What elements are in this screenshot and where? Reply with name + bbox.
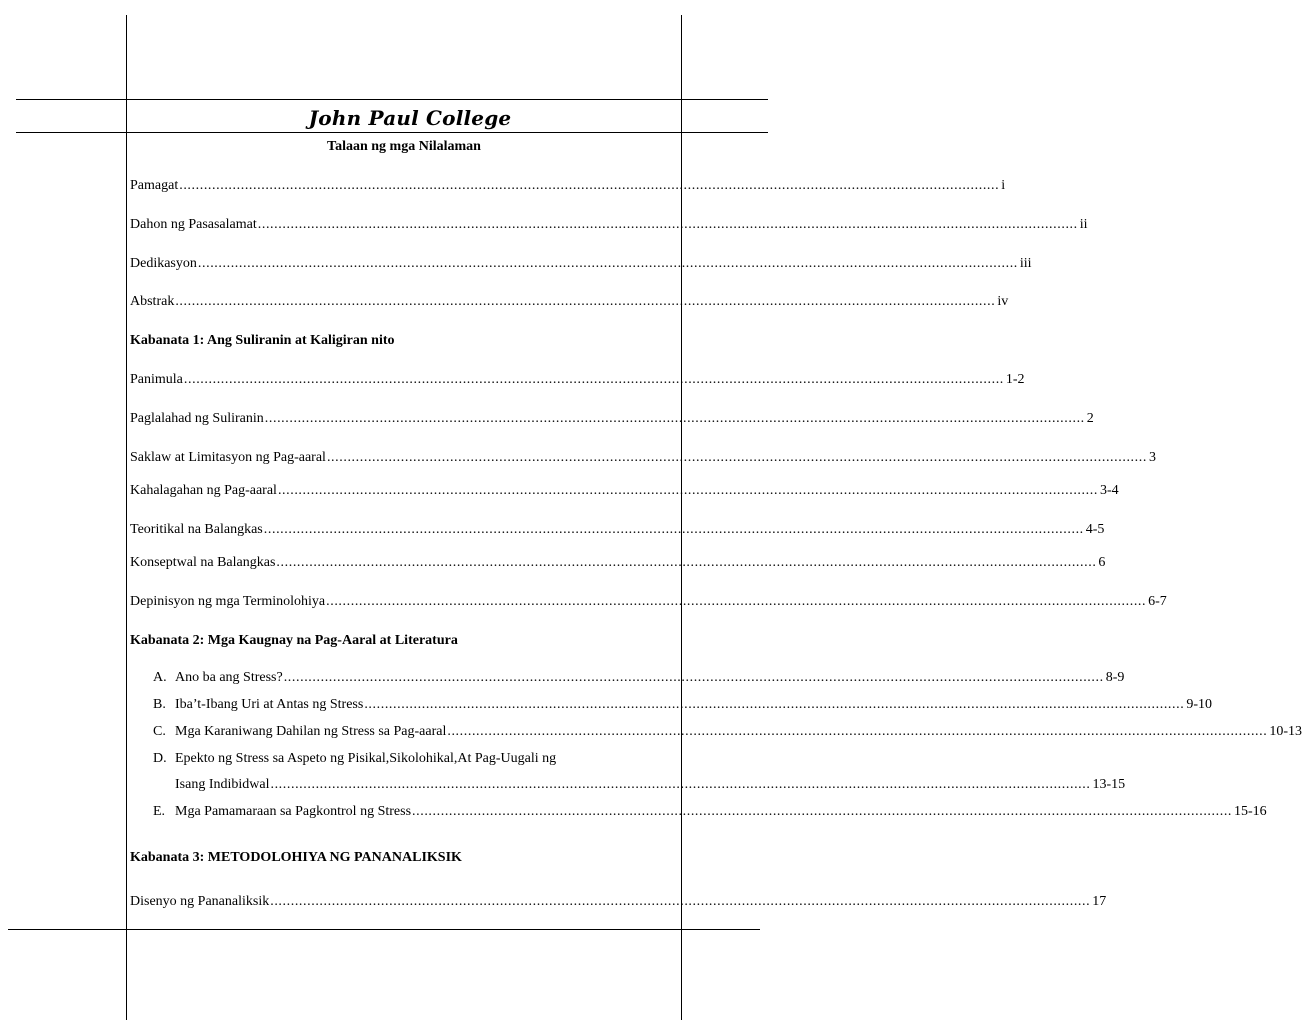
toc-entry-stress-d[interactable] bbox=[153, 750, 556, 768]
dot-leader: ........................................................................................................................................................................................................ bbox=[263, 522, 1084, 537]
entry-text: Mga Karaniwang Dahilan ng Stress sa Pag-aaral bbox=[175, 724, 447, 739]
toc-entry-depinisyon[interactable] bbox=[130, 593, 1167, 611]
entry-page: 2 bbox=[1086, 411, 1094, 426]
right-margin-line bbox=[681, 15, 682, 1020]
dot-leader: ........................................................................................................................................................................................................ bbox=[264, 411, 1085, 426]
dot-leader: ........................................................................................................................................................................................................ bbox=[277, 483, 1098, 498]
chapter-2-heading[interactable]: Kabanata 2: Mga Kaugnay na Pag-Aaral at Literatura bbox=[130, 633, 458, 648]
entry-page: 15-16 bbox=[1234, 804, 1267, 819]
left-margin-line bbox=[126, 15, 127, 1020]
entry-text: Mga Pamamaraan sa Pagkontrol ng Stress bbox=[175, 804, 412, 819]
toc-entry-stress-e[interactable] bbox=[153, 803, 1267, 821]
entry-page: 3 bbox=[1148, 450, 1156, 465]
dot-leader: ........................................................................................................................................................................................................ bbox=[412, 804, 1233, 819]
entry-label: Isang Indibidwal bbox=[175, 777, 270, 792]
toc-entry-saklaw[interactable] bbox=[130, 449, 1156, 467]
list-letter: B. bbox=[153, 697, 166, 712]
entry-label: Teoritikal na Balangkas bbox=[130, 522, 263, 537]
entry-label: Konseptwal na Balangkas bbox=[130, 555, 276, 570]
dot-leader: ........................................................................................................................................................................................................ bbox=[326, 594, 1147, 609]
entry-text: Epekto ng Stress sa Aspeto ng Pisikal,Sikolohikal,At Pag-Uugali ng bbox=[175, 751, 557, 766]
toc-entry-stress-b[interactable] bbox=[153, 696, 1212, 714]
dot-leader: ........................................................................................................................................................................................................ bbox=[183, 372, 1004, 387]
header-divider-line bbox=[16, 132, 768, 133]
chapter-3-heading[interactable]: Kabanata 3: METODOLOHIYA NG PANANALIKSIK bbox=[130, 850, 462, 865]
entry-page: 13-15 bbox=[1092, 777, 1126, 792]
toc-entry-stress-c[interactable] bbox=[153, 723, 1302, 741]
entry-page: 6-7 bbox=[1148, 594, 1167, 609]
entry-page: 8-9 bbox=[1105, 670, 1125, 685]
toc-entry-stress-a[interactable] bbox=[153, 669, 1125, 687]
toc-entry-panimula[interactable] bbox=[130, 371, 1025, 389]
entry-page: 17 bbox=[1092, 894, 1107, 909]
entry-label bbox=[153, 669, 283, 687]
dot-leader: ........................................................................................................................................................................................................ bbox=[326, 450, 1147, 465]
dot-leader: ........................................................................................................................................................................................................ bbox=[276, 555, 1097, 570]
dot-leader: ........................................................................................................................................................................................................ bbox=[270, 894, 1091, 909]
entry-label: Dahon ng Pasasalamat bbox=[130, 217, 257, 232]
dot-leader: ........................................................................................................................................................................................................ bbox=[364, 697, 1185, 712]
entry-page: 9-10 bbox=[1186, 697, 1212, 712]
dot-leader: ........................................................................................................................................................................................................ bbox=[257, 217, 1078, 232]
entry-label: Disenyo ng Pananaliksik bbox=[130, 894, 270, 909]
bottom-margin-line bbox=[8, 929, 760, 930]
entry-page: 10-13 bbox=[1269, 724, 1302, 739]
entry-page: i bbox=[1001, 178, 1006, 193]
entry-label: Depinisyon ng mga Terminolohiya bbox=[130, 594, 326, 609]
toc-entry-dedikasyon[interactable] bbox=[130, 255, 1032, 273]
entry-label: Abstrak bbox=[130, 294, 175, 309]
chapter-1-heading[interactable]: Kabanata 1: Ang Suliranin at Kaligiran nito bbox=[130, 333, 395, 348]
entry-page: iv bbox=[997, 294, 1009, 309]
entry-label: Pamagat bbox=[130, 178, 179, 193]
toc-entry-konseptwal[interactable] bbox=[130, 554, 1106, 572]
top-margin-line bbox=[16, 99, 768, 100]
entry-label bbox=[153, 803, 411, 821]
list-letter: E. bbox=[153, 804, 166, 819]
dot-leader: ........................................................................................................................................................................................................ bbox=[283, 670, 1104, 685]
dot-leader: ........................................................................................................................................................................................................ bbox=[179, 178, 1000, 193]
list-letter: A. bbox=[153, 670, 167, 685]
entry-page: iii bbox=[1019, 256, 1032, 271]
entry-label: Dedikasyon bbox=[130, 256, 197, 271]
entry-page: 4-5 bbox=[1085, 522, 1105, 537]
college-name: John Paul College bbox=[308, 106, 512, 130]
entry-label: Kahalagahan ng Pag-aaral bbox=[130, 483, 277, 498]
dot-leader: ........................................................................................................................................................................................................ bbox=[447, 724, 1268, 739]
toc-entry-abstrak[interactable] bbox=[130, 293, 1009, 311]
toc-title: Talaan ng mga Nilalaman bbox=[327, 139, 481, 154]
entry-label: Panimula bbox=[130, 372, 183, 387]
toc-entry-pasasalamat[interactable] bbox=[130, 216, 1088, 234]
toc-entry-stress-d-continuation[interactable] bbox=[175, 776, 1126, 794]
entry-label bbox=[153, 723, 446, 741]
entry-label bbox=[153, 696, 363, 714]
entry-label: Saklaw at Limitasyon ng Pag-aaral bbox=[130, 450, 326, 465]
entry-label: Paglalahad ng Suliranin bbox=[130, 411, 264, 426]
entry-page: 3-4 bbox=[1099, 483, 1119, 498]
entry-page: 6 bbox=[1098, 555, 1106, 570]
entry-page: ii bbox=[1079, 217, 1088, 232]
dot-leader: ........................................................................................................................................................................................................ bbox=[197, 256, 1018, 271]
list-letter: D. bbox=[153, 751, 167, 766]
toc-entry-pamagat[interactable] bbox=[130, 177, 1006, 195]
dot-leader: ........................................................................................................................................................................................................ bbox=[175, 294, 996, 309]
toc-entry-disenyo[interactable] bbox=[130, 893, 1107, 911]
toc-entry-teoritikal[interactable] bbox=[130, 521, 1105, 539]
toc-entry-paglalahad[interactable] bbox=[130, 410, 1094, 428]
entry-text: Ano ba ang Stress? bbox=[175, 670, 283, 685]
dot-leader: ........................................................................................................................................................................................................ bbox=[270, 777, 1091, 792]
entry-label bbox=[153, 750, 556, 768]
toc-entry-kahalagahan[interactable] bbox=[130, 482, 1119, 500]
entry-text: Iba’t-Ibang Uri at Antas ng Stress bbox=[175, 697, 364, 712]
entry-page: 1-2 bbox=[1005, 372, 1025, 387]
list-letter: C. bbox=[153, 724, 166, 739]
